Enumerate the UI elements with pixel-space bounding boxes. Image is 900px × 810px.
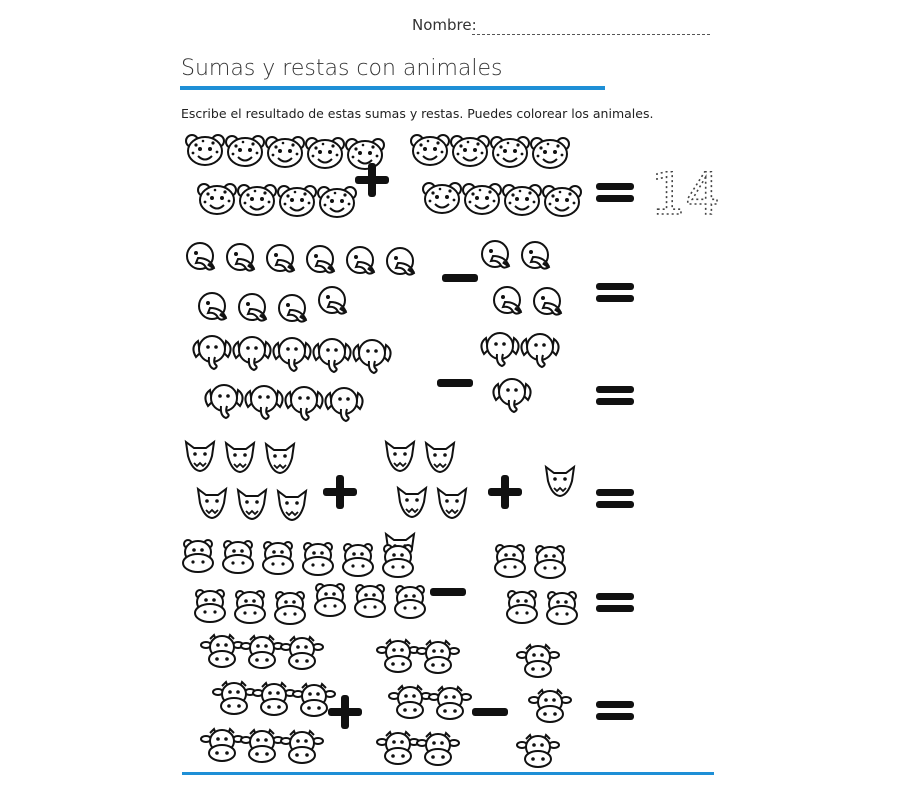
name-label: Nombre:: [412, 16, 477, 34]
leopard-icon: [503, 185, 541, 215]
leopard-icon: [238, 185, 276, 215]
hippo-icon: [315, 584, 345, 616]
cow-icon: [253, 683, 295, 715]
elephant-icon: [325, 388, 362, 421]
hippo-icon: [343, 544, 373, 576]
flamingo-icon: [534, 288, 561, 315]
elephant-icon: [493, 379, 530, 412]
cow-icon: [389, 686, 431, 718]
leopard-icon: [198, 184, 236, 214]
minus-sign: [472, 708, 508, 716]
minus-sign: [437, 379, 473, 387]
equals-sign: [596, 701, 634, 720]
answer-tracing: 14: [650, 160, 720, 228]
cow-icon: [201, 729, 243, 761]
flamingo-icon: [187, 243, 214, 270]
hippo-icon: [507, 591, 537, 623]
cow-icon: [281, 637, 323, 669]
cow-icon: [517, 735, 559, 767]
flamingo-icon: [239, 294, 266, 321]
leopard-icon: [411, 135, 449, 165]
flamingo-icon: [387, 248, 414, 275]
cow-icon: [417, 733, 459, 765]
plus-sign: [323, 475, 357, 509]
hippo-icon: [195, 590, 225, 622]
elephant-icon: [521, 334, 558, 367]
wolf-icon: [198, 489, 226, 518]
instructions: Escribe el resultado de estas sumas y restas. Puedes colorear los animales.: [181, 106, 654, 121]
wolf-icon: [226, 443, 254, 472]
elephant-icon: [313, 339, 350, 372]
leopard-icon: [186, 135, 224, 165]
elephant-icon: [285, 387, 322, 420]
hippo-icon: [183, 540, 213, 572]
cow-icon: [529, 690, 571, 722]
flamingo-icon: [267, 245, 294, 272]
wolf-icon: [186, 442, 214, 471]
equals-sign: [596, 183, 634, 202]
cow-icon: [281, 731, 323, 763]
leopard-icon: [266, 137, 304, 167]
flamingo-icon: [279, 295, 306, 322]
wolf-icon: [398, 488, 426, 517]
flamingo-icon: [482, 241, 509, 268]
leopard-icon: [278, 186, 316, 216]
cow-icon: [517, 645, 559, 677]
wolf-icon: [546, 467, 574, 496]
hippo-icon: [495, 545, 525, 577]
cow-icon: [241, 636, 283, 668]
hippo-icon: [395, 586, 425, 618]
hippo-icon: [355, 585, 385, 617]
leopard-icon: [491, 137, 529, 167]
elephant-icon: [193, 336, 230, 369]
elephant-icon: [273, 338, 310, 371]
flamingo-icon: [347, 247, 374, 274]
equals-sign: [596, 386, 634, 405]
plus-sign: [328, 695, 362, 729]
elephant-icon: [233, 337, 270, 370]
wolf-icon: [386, 442, 414, 471]
worksheet-title: Sumas y restas con animales: [181, 56, 503, 81]
cow-icon: [429, 687, 471, 719]
wolf-icon: [438, 489, 466, 518]
cow-icon: [377, 732, 419, 764]
cow-icon: [241, 730, 283, 762]
leopard-icon: [451, 136, 489, 166]
flamingo-icon: [319, 287, 346, 314]
hippo-icon: [263, 542, 293, 574]
hippo-icon: [235, 591, 265, 623]
leopard-icon: [463, 184, 501, 214]
leopard-icon: [543, 186, 581, 216]
minus-sign: [430, 588, 466, 596]
leopard-icon: [531, 138, 569, 168]
wolf-icon: [238, 490, 266, 519]
leopard-icon: [318, 187, 356, 217]
flamingo-icon: [307, 246, 334, 273]
leopard-icon: [346, 139, 384, 169]
bottom-rule: [182, 772, 714, 775]
hippo-icon: [547, 592, 577, 624]
leopard-icon: [423, 183, 461, 213]
elephant-icon: [481, 333, 518, 366]
elephant-icon: [205, 385, 242, 418]
minus-sign: [442, 274, 478, 282]
plus-sign: [488, 475, 522, 509]
hippo-icon: [303, 543, 333, 575]
leopard-icon: [226, 136, 264, 166]
hippo-icon: [223, 541, 253, 573]
cow-icon: [213, 682, 255, 714]
cow-icon: [377, 640, 419, 672]
equals-sign: [596, 489, 634, 508]
flamingo-icon: [227, 244, 254, 271]
hippo-icon: [275, 592, 305, 624]
leopard-icon: [306, 138, 344, 168]
wolf-icon: [278, 491, 306, 520]
wolf-icon: [426, 443, 454, 472]
flamingo-icon: [199, 293, 226, 320]
wolf-icon: [266, 444, 294, 473]
equals-sign: [596, 283, 634, 302]
cow-icon: [417, 641, 459, 673]
hippo-icon: [535, 546, 565, 578]
hippo-icon: [383, 545, 413, 577]
equals-sign: [596, 593, 634, 612]
elephant-icon: [353, 340, 390, 373]
elephant-icon: [245, 386, 282, 419]
flamingo-icon: [494, 287, 521, 314]
flamingo-icon: [522, 242, 549, 269]
cow-icon: [201, 635, 243, 667]
